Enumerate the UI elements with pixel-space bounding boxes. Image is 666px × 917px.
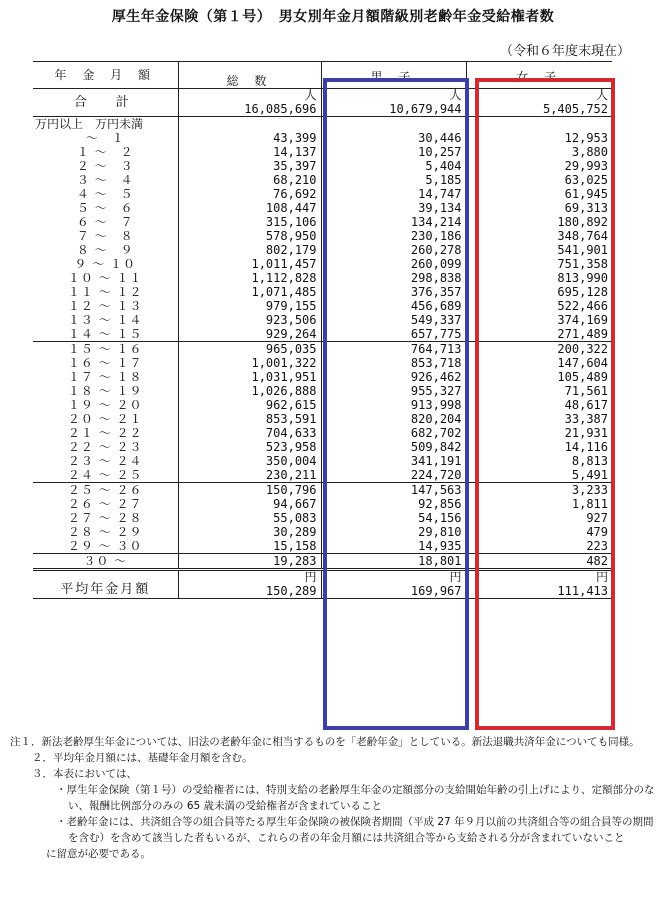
male-cell: 376,357 xyxy=(321,285,466,299)
range-cell: １２ ～ １３ xyxy=(67,299,143,313)
female-cell: 147,604 xyxy=(466,356,612,370)
range-cell: ６ ～ ７ xyxy=(76,215,134,229)
male-cell: 764,713 xyxy=(321,342,466,357)
note-1: 注１．新法老齢厚生年金については、旧法の老齢年金に相当するものを「老齢年金」としている。新法退職共済年金についても同様。 xyxy=(10,736,640,748)
female-cell: 21,931 xyxy=(466,426,612,440)
header-female: 女 子 xyxy=(466,62,612,89)
range-cell: ２１ ～ ２２ xyxy=(67,426,143,440)
total-cell: 802,179 xyxy=(178,243,321,257)
female-cell: 200,322 xyxy=(466,342,612,357)
range-cell: ２４ ～ ２５ xyxy=(67,468,143,482)
male-cell: 5,404 xyxy=(321,159,466,173)
range-cell: ２ ～ ３ xyxy=(76,159,134,173)
unit-person: 人 xyxy=(595,88,608,102)
male-cell: 260,278 xyxy=(321,243,466,257)
female-cell: 61,945 xyxy=(466,187,612,201)
unit-yen: 円 xyxy=(449,570,462,584)
female-cell: 63,025 xyxy=(466,173,612,187)
total-cell: 35,397 xyxy=(178,159,321,173)
total-cell: 230,211 xyxy=(178,468,321,483)
female-cell: 8,813 xyxy=(466,454,612,468)
total-label: 合 計 xyxy=(33,89,178,117)
male-cell: 92,856 xyxy=(321,497,466,511)
range-cell: １８ ～ １９ xyxy=(67,384,143,398)
total-total: 16,085,696 xyxy=(244,102,317,116)
total-cell: 94,667 xyxy=(178,497,321,511)
male-cell: 955,327 xyxy=(321,384,466,398)
average-total: 150,289 xyxy=(265,584,317,598)
female-cell: 33,387 xyxy=(466,412,612,426)
total-cell: 68,210 xyxy=(178,173,321,187)
range-cell: １ ～ ２ xyxy=(76,145,134,159)
female-cell: 374,169 xyxy=(466,313,612,327)
as-of-date: （令和６年度末現在） xyxy=(499,44,630,59)
female-cell: 482 xyxy=(466,554,612,570)
empty-cell xyxy=(178,117,321,132)
male-cell: 509,842 xyxy=(321,440,466,454)
range-cell: １７ ～ １８ xyxy=(67,370,143,384)
male-cell: 134,214 xyxy=(321,215,466,229)
range-cell: ～ １ xyxy=(85,131,125,145)
male-cell: 657,775 xyxy=(321,327,466,342)
total-cell: 108,447 xyxy=(178,201,321,215)
female-cell: 29,993 xyxy=(466,159,612,173)
female-cell: 522,466 xyxy=(466,299,612,313)
female-cell: 180,892 xyxy=(466,215,612,229)
total-cell: 979,155 xyxy=(178,299,321,313)
unit-yen: 円 xyxy=(595,570,608,584)
total-cell: 43,399 xyxy=(178,131,321,145)
male-cell: 14,935 xyxy=(321,539,466,554)
total-cell: 523,958 xyxy=(178,440,321,454)
total-cell: 1,001,322 xyxy=(178,356,321,370)
unit-person: 人 xyxy=(304,88,317,102)
total-cell: 1,026,888 xyxy=(178,384,321,398)
range-cell: ５ ～ ６ xyxy=(76,201,134,215)
note-3-bullet-1: ・厚生年金保険（第１号）の受給権者には、特別支給の老齢厚生年金の定額部分の支給開始年齢の引上げにより、定額部分のない、報酬比例部分のみの 65 歳未満の受給権者が含まれていること xyxy=(56,784,655,812)
total-cell: 962,615 xyxy=(178,398,321,412)
range-cell: ２２ ～ ２３ xyxy=(67,440,143,454)
header-amount: 年 金 月 額 xyxy=(33,62,178,89)
unit-yen: 円 xyxy=(304,570,317,584)
total-cell: 965,035 xyxy=(178,342,321,357)
range-cell: １９ ～ ２０ xyxy=(67,398,143,412)
total-cell: 19,283 xyxy=(178,554,321,570)
range-cell: １４ ～ １５ xyxy=(67,327,143,341)
header-total: 総 数 xyxy=(178,62,321,89)
note-3: ３．本表においては、 xyxy=(32,768,137,780)
note-3-bullet-2: ・老齢年金には、共済組合等の組合員等たる厚生年金保険の被保険者期間（平成 27 年９月以前の共済組合等の組合員等の期間を含む）を含めて該当した者もいるが、これらの者の年金月額には共済組合等から支給される分が含まれていないこと xyxy=(56,816,654,844)
total-cell: 55,083 xyxy=(178,511,321,525)
male-cell: 224,720 xyxy=(321,468,466,483)
male-cell: 682,702 xyxy=(321,426,466,440)
range-cell: １６ ～ １７ xyxy=(67,356,143,370)
male-cell: 39,134 xyxy=(321,201,466,215)
male-cell: 29,810 xyxy=(321,525,466,539)
female-cell: 5,491 xyxy=(466,468,612,483)
female-cell: 348,764 xyxy=(466,229,612,243)
male-cell: 298,838 xyxy=(321,271,466,285)
total-cell: 929,264 xyxy=(178,327,321,342)
female-cell: 479 xyxy=(466,525,612,539)
total-cell: 15,158 xyxy=(178,539,321,554)
range-cell: ２９ ～ ３０ xyxy=(67,539,143,553)
total-cell: 1,011,457 xyxy=(178,257,321,271)
total-cell: 14,137 xyxy=(178,145,321,159)
total-total-cell xyxy=(178,89,321,117)
total-cell: 1,031,951 xyxy=(178,370,321,384)
female-cell: 105,489 xyxy=(466,370,612,384)
range-cell: １５ ～ １６ xyxy=(33,342,178,357)
male-cell: 926,462 xyxy=(321,370,466,384)
female-cell: 271,489 xyxy=(466,327,612,342)
female-cell: 3,233 xyxy=(466,483,612,498)
range-cell: ２３ ～ ２４ xyxy=(67,454,143,468)
header-male: 男 子 xyxy=(321,62,466,89)
male-cell: 549,337 xyxy=(321,313,466,327)
range-cell: １０ ～ １１ xyxy=(67,271,143,285)
male-cell: 10,257 xyxy=(321,145,466,159)
male-cell: 18,801 xyxy=(321,554,466,570)
male-cell: 14,747 xyxy=(321,187,466,201)
total-cell: 76,692 xyxy=(178,187,321,201)
total-cell: 923,506 xyxy=(178,313,321,327)
female-cell: 695,128 xyxy=(466,285,612,299)
female-cell: 3,880 xyxy=(466,145,612,159)
range-cell: ３ ～ ４ xyxy=(76,173,134,187)
note-3-end: に留意が必要である。 xyxy=(46,848,151,860)
average-total-cell xyxy=(178,570,321,599)
male-cell: 341,191 xyxy=(321,454,466,468)
female-cell: 69,313 xyxy=(466,201,612,215)
range-header: 万円以上 万円未満 xyxy=(35,117,144,131)
note-2: ２．平均年金月額には、基礎年金月額を含む。 xyxy=(32,752,253,764)
range-cell: ２８ ～ ２９ xyxy=(67,525,143,539)
total-cell: 704,633 xyxy=(178,426,321,440)
male-cell: 853,718 xyxy=(321,356,466,370)
male-cell: 30,446 xyxy=(321,131,466,145)
female-cell: 541,901 xyxy=(466,243,612,257)
total-cell: 853,591 xyxy=(178,412,321,426)
unit-person: 人 xyxy=(449,88,462,102)
female-cell: 223 xyxy=(466,539,612,554)
page-title: 厚生年金保険（第１号） 男女別年金月額階級別老齢年金受給権者数 xyxy=(111,9,555,25)
range-cell: １１ ～ １２ xyxy=(67,285,143,299)
female-cell: 927 xyxy=(466,511,612,525)
total-cell: 1,071,485 xyxy=(178,285,321,299)
female-cell: 71,561 xyxy=(466,384,612,398)
female-cell: 1,811 xyxy=(466,497,612,511)
range-cell: ２０ ～ ２１ xyxy=(67,412,143,426)
female-cell: 48,617 xyxy=(466,398,612,412)
average-label: 平均年金月額 xyxy=(33,570,178,599)
range-cell: ８ ～ ９ xyxy=(76,243,134,257)
total-male: 10,679,944 xyxy=(389,102,462,116)
male-cell: 5,185 xyxy=(321,173,466,187)
male-cell: 913,998 xyxy=(321,398,466,412)
total-cell: 578,950 xyxy=(178,229,321,243)
average-male: 169,967 xyxy=(410,584,462,598)
male-cell: 820,204 xyxy=(321,412,466,426)
total-female: 5,405,752 xyxy=(542,102,608,116)
male-cell: 456,689 xyxy=(321,299,466,313)
male-highlight-box xyxy=(323,78,469,730)
total-cell: 150,796 xyxy=(178,483,321,498)
total-cell: 315,106 xyxy=(178,215,321,229)
range-cell: ３０ ～ xyxy=(33,554,178,570)
range-cell: ４ ～ ５ xyxy=(76,187,134,201)
average-female: 111,413 xyxy=(557,584,608,598)
range-cell: １３ ～ １４ xyxy=(67,313,143,327)
male-cell: 260,099 xyxy=(321,257,466,271)
range-cell: ２６ ～ ２７ xyxy=(67,497,143,511)
female-cell: 12,953 xyxy=(466,131,612,145)
male-cell: 54,156 xyxy=(321,511,466,525)
range-cell: ２５ ～ ２６ xyxy=(33,483,178,498)
range-cell: ９ ～ １０ xyxy=(74,257,137,271)
male-cell: 230,186 xyxy=(321,229,466,243)
total-cell: 1,112,828 xyxy=(178,271,321,285)
female-highlight-box xyxy=(475,78,615,730)
total-cell: 30,289 xyxy=(178,525,321,539)
male-cell: 147,563 xyxy=(321,483,466,498)
female-cell: 751,358 xyxy=(466,257,612,271)
notes xyxy=(10,734,660,862)
range-cell: ２７ ～ ２８ xyxy=(67,511,143,525)
female-cell: 14,116 xyxy=(466,440,612,454)
total-cell: 350,004 xyxy=(178,454,321,468)
range-cell: ７ ～ ８ xyxy=(76,229,134,243)
female-cell: 813,990 xyxy=(466,271,612,285)
